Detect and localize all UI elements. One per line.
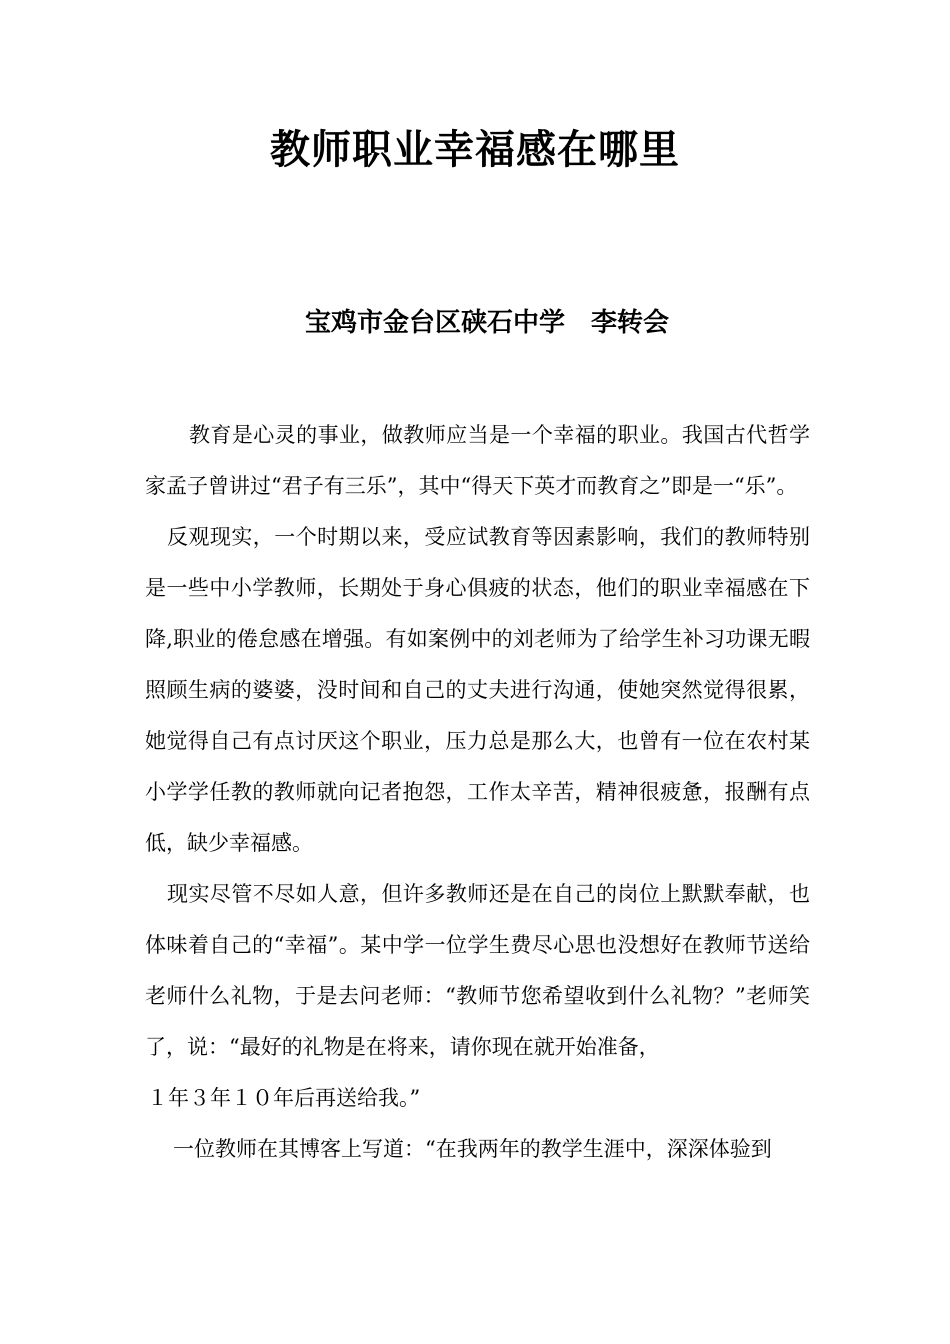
paragraph: １年３年１０年后再送给我。”	[147, 1086, 421, 1110]
author-byline: 宝鸡市金台区硖石中学 李转会	[305, 308, 670, 338]
paragraph: 现实尽管不尽如人意，但许多教师还是在自己的岗位上默默奉献，也体味着自己的“幸福”。某中学一位学生费尽心思也没想好在教师节送给老师什么礼物，于是去问老师：“教师节您希望收到什么礼物？”老师笑了，说：“最好的礼物是在将来，请你现在就开始准备，	[145, 882, 810, 1059]
paragraph: 反观现实，一个时期以来，受应试教育等因素影响，我们的教师特别是一些中小学教师，长期处于身心俱疲的状态，他们的职业幸福感在下降,职业的倦怠感在增强。有如案例中的刘老师为了给学生补习功课无暇照顾生病的婆婆，没时间和自己的丈夫进行沟通，使她突然觉得很累，她觉得自己有点讨厌这个职业，压力总是那么大，也曾有一位在农村某小学学任教的教师就向记者抱怨，工作太辛苦，精神很疲惫，报酬有点低，缺少幸福感。	[145, 525, 810, 855]
document-title: 教师职业幸福感在哪里	[270, 127, 680, 173]
paragraph: 一位教师在其博客上写道：“在我两年的教学生涯中，深深体验到	[173, 1137, 772, 1161]
document-body	[145, 410, 810, 1175]
paragraph: 教育是心灵的事业，做教师应当是一个幸福的职业。我国古代哲学家孟子曾讲过“君子有三乐”，其中“得天下英才而教育之”即是一“乐”。	[145, 423, 810, 498]
